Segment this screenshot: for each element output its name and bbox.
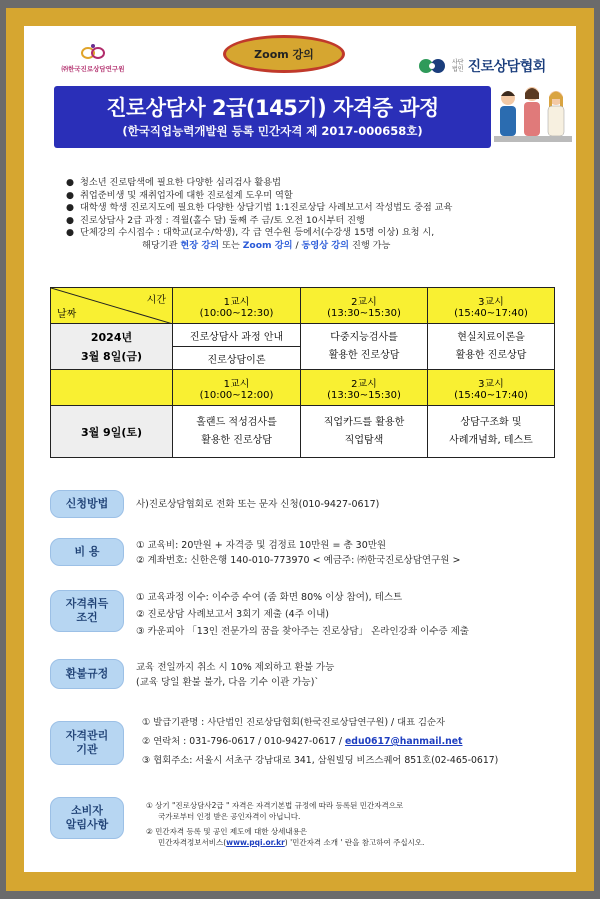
bullet-continuation: 해당기관 현장 강의 또는 Zoom 강의 / 동영상 강의 진행 가능	[142, 239, 391, 251]
right-logo	[416, 50, 564, 82]
session-cell: 홀랜드 적성검사를 활용한 진로상담	[173, 406, 301, 458]
zoom-badge: Zoom 강의	[223, 35, 345, 73]
page-title: 진로상담사 2급(145기) 자격증 과정	[106, 96, 439, 120]
schedule-table	[50, 287, 555, 458]
bullet-icon: ●	[66, 189, 75, 201]
bullet-item: ● 청소년 진로탐색에 필요한 다양한 심리검사 활용법	[66, 177, 281, 188]
page-subtitle: (한국직업능력개발원 등록 민간자격 제 2017-000658호)	[122, 124, 423, 138]
period-header: 1교시 (10:00~12:30)	[173, 288, 301, 324]
period-header: 2교시 (13:30~15:30)	[301, 370, 428, 406]
cert-text: ① 교육과정 이수: 이수증 수여 (줌 화면 80% 이상 참여), 테스트 ② 진로상담 사례보고서 3회기 제출 (4주 이내) ③ 카운피아 「13인 전문가의 꿈을 찾아주는 진로상담」 온라인강좌 이수증 제출	[136, 592, 469, 637]
manage-label: 자격관리 기관	[50, 721, 124, 765]
session-cell: 진로상담이론	[173, 347, 301, 370]
consumer-text: ① 상기 "진로상담사2급 " 자격은 자격기본법 규정에 따라 등록된 민간자격으로 국가로부터 인정 받은 공인자격이 아닙니다. ② 민간자격 등록 및 공인 제도에 대한 상세내용은 민간자격정보서비스(www.pqi.or.kr) '민간자격 소개 ' 란을 참고하여 주십시오.	[146, 801, 425, 847]
corner-time-label: 시간	[146, 295, 166, 306]
bullet-item: ● 취업준비생 및 재취업자에 대한 진로설계 도우미 역할	[66, 189, 293, 201]
refund-text: 교육 전일까지 취소 시 10% 제외하고 환불 가능 (교육 당일 환불 불가, 다음 기수 이관 가능)`	[136, 662, 335, 688]
session-cell: 진로상담사 과정 안내	[173, 324, 301, 347]
bullet-icon: ●	[66, 214, 75, 226]
right-logo-small-2: 법인	[452, 66, 464, 73]
manage-text: ① 발급기관명 : 사단법인 진로상담협회(한국진로상담연구원) / 대표 김순자 ② 연락처 : 031-796-0617 / 010-9427-0617 / edu0617@hanmail.net ③ 협회주소: 서울시 서초구 강남대로 341, 삼원빌딩 비즈스퀘어 851호(02-465-0617)	[142, 717, 499, 766]
session-cell: 상담구조화 및 사례개념화, 테스트	[428, 406, 555, 458]
session-cell: 현실치료이론을 활용한 진로상담	[428, 324, 555, 370]
period-header: 1교시 (10:00~12:00)	[173, 370, 301, 406]
date-cell-day1: 2024년 3월 8일(금)	[51, 324, 173, 370]
period-header: 2교시 (13:30~15:30)	[301, 288, 428, 324]
left-logo	[56, 42, 130, 82]
refund-label: 환불규정	[50, 659, 124, 689]
cert-label: 자격취득 조건	[50, 590, 124, 632]
left-logo-text: ㈜한국진로상담연구원	[61, 65, 125, 73]
cost-text: ① 교육비: 20만원 + 자격증 및 검정료 10만원 = 총 30만원 ② 계좌번호: 신한은행 140-010-773970 < 예금주: ㈜한국진로상담연구원 >	[136, 540, 461, 566]
bullet-icon: ●	[66, 202, 75, 214]
people-illustration-icon	[486, 84, 578, 150]
association-logo-icon	[416, 55, 448, 77]
corner-date-label: 날짜	[57, 309, 77, 320]
cost-label: 비 용	[50, 538, 124, 566]
session-cell: 직업카드를 활용한 직업탐색	[301, 406, 428, 458]
bullet-item: ● 대학생 학생 진로지도에 필요한 다양한 상담기법 1:1진로상담 사례보고서 작성법도 중점 교육	[66, 202, 453, 214]
bullet-icon: ●	[66, 177, 75, 188]
bullet-icon: ●	[66, 227, 75, 239]
bullet-item: ● 단체강의 수시접수 : 대학교(교수/학생), 각 급 연수원 등에서(수강생 15명 이상) 요청 시,	[66, 227, 435, 239]
apply-label: 신청방법	[50, 490, 124, 518]
infinity-logo-icon	[80, 42, 106, 64]
email-link[interactable]: edu0617@hanmail.net	[345, 736, 463, 747]
date-cell-day2: 3월 9일(토)	[51, 406, 173, 458]
empty-header-cell	[51, 370, 173, 406]
session-cell: 다중지능검사를 활용한 진로상담	[301, 324, 428, 370]
apply-text: 사)진로상담협회로 전화 또는 문자 신청(010-9427-0617)	[136, 499, 380, 510]
intro-bullets	[66, 177, 546, 253]
title-banner	[54, 86, 491, 148]
period-header: 3교시 (15:40~17:40)	[428, 370, 555, 406]
table-corner	[51, 288, 173, 324]
period-header: 3교시 (15:40~17:40)	[428, 288, 555, 324]
bullet-item: ● 진로상담사 2급 과정 : 격월(홀수 달) 둘째 주 금/토 오전 10시부터 진행	[66, 214, 365, 226]
pqi-link[interactable]: www.pqi.or.kr	[226, 838, 285, 847]
right-logo-small-1: 사단	[452, 59, 464, 66]
right-logo-text: 진로상담협회	[467, 59, 546, 75]
consumer-label: 소비자 알림사항	[50, 797, 124, 839]
